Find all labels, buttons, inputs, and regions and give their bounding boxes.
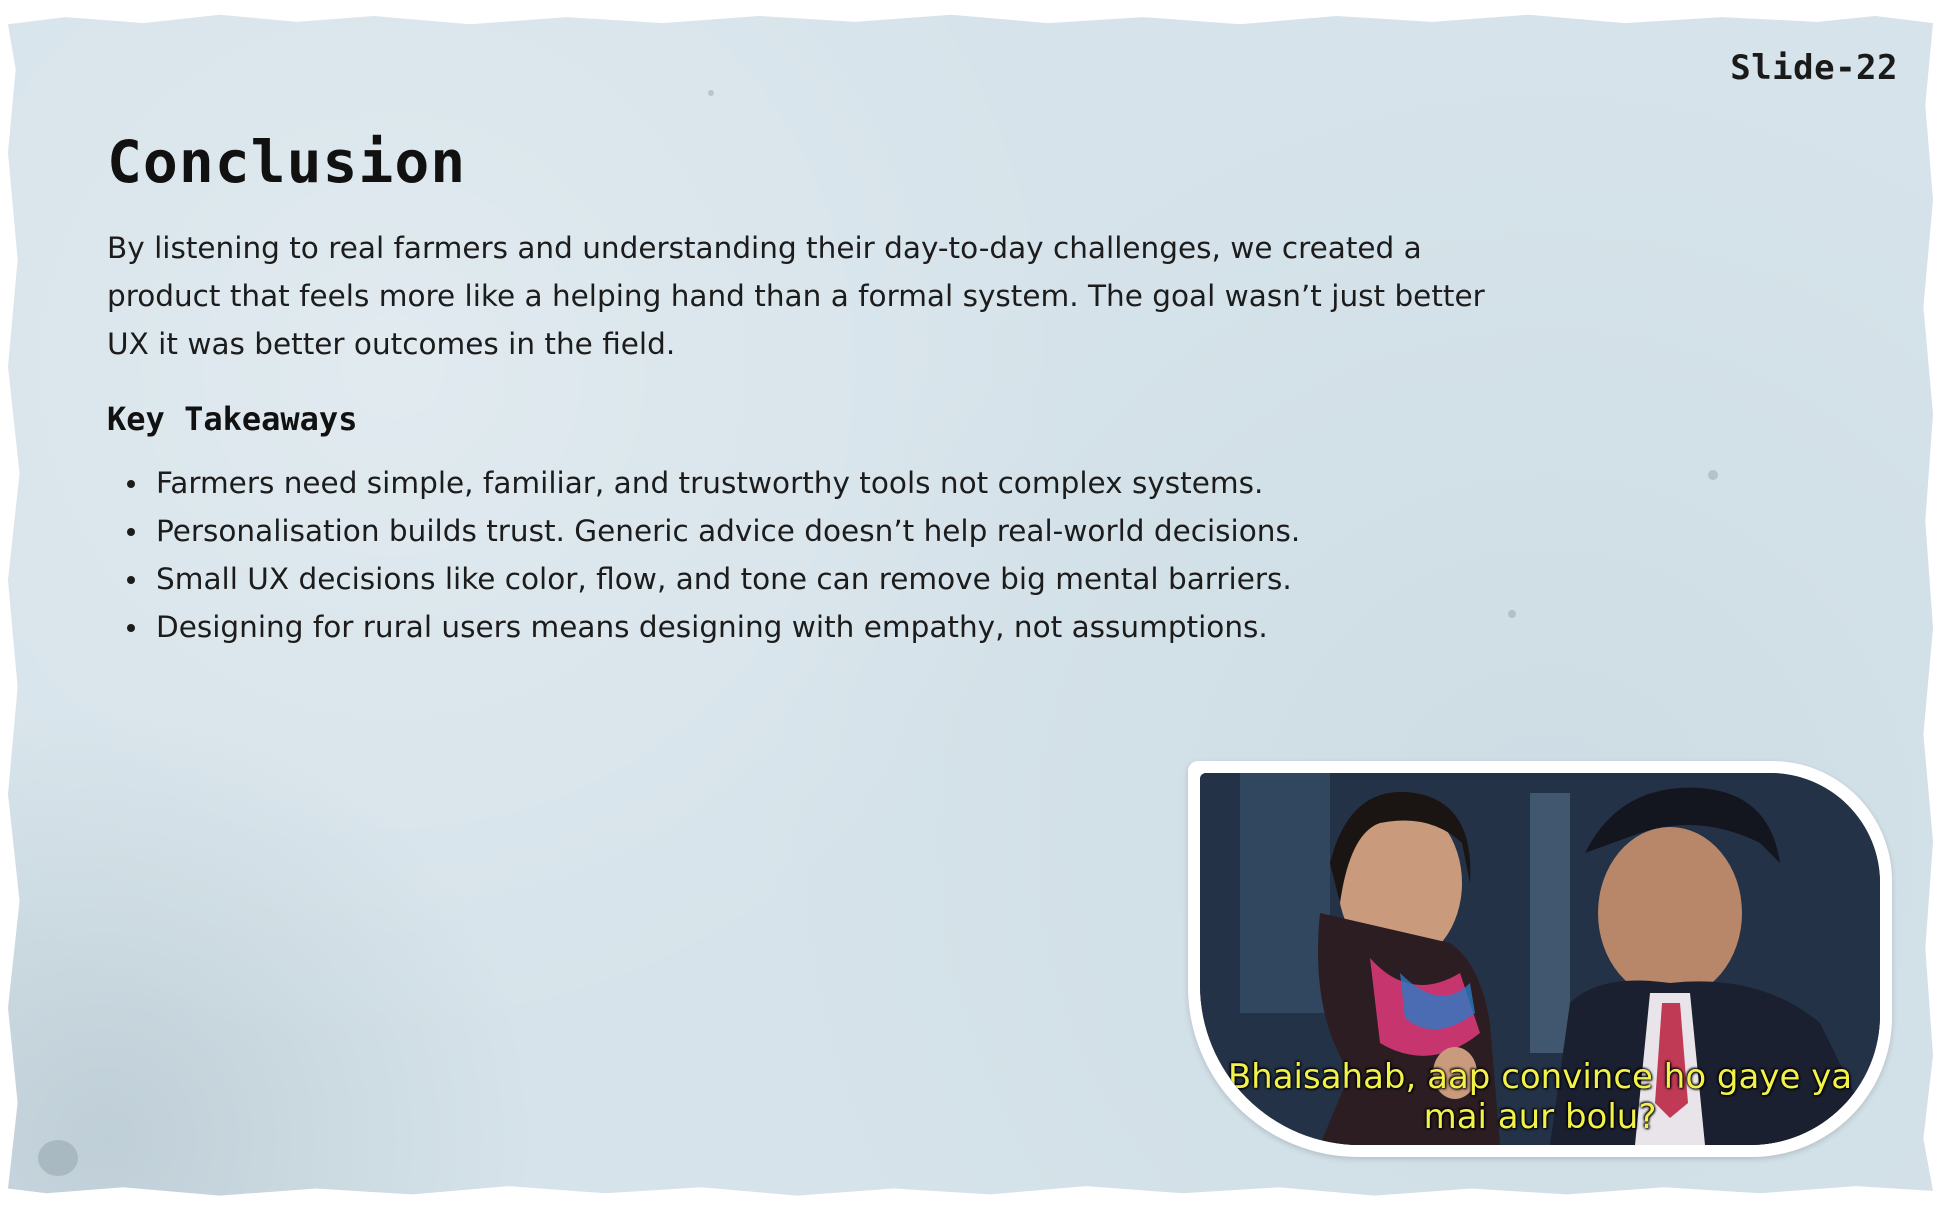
- takeaway-item: Personalisation builds trust. Generic advice doesn’t help real-world decisions.: [107, 507, 1300, 555]
- meme-image: [1200, 773, 1880, 1145]
- meme-caption-line: Bhaisahab, aap convince ho gaye ya: [1227, 1057, 1853, 1097]
- intro-paragraph: By listening to real farmers and understanding their day-to-day challenges, we created a product that feels more like a helping hand than a formal system. The goal wasn’t just better UX it was better outcomes in the field.: [107, 231, 1485, 361]
- slide-number: Slide-22: [1730, 48, 1898, 88]
- takeaway-item: Farmers need simple, familiar, and trustworthy tools not complex systems.: [107, 459, 1300, 507]
- takeaways-heading: Key Takeaways: [107, 400, 358, 438]
- paper-stain: [38, 1140, 78, 1176]
- meme-image-frame: [1188, 761, 1892, 1157]
- page-title: Conclusion: [107, 128, 467, 196]
- meme-caption-line: mai aur bolu?: [1423, 1097, 1657, 1137]
- meme-caption: [1200, 1057, 1880, 1137]
- takeaway-item: Small UX decisions like color, flow, and tone can remove big mental barriers.: [107, 555, 1300, 603]
- paper-speck: [1508, 610, 1516, 618]
- paper-speck: [708, 90, 714, 96]
- paper-speck: [1708, 470, 1718, 480]
- takeaways-list: [107, 459, 1300, 651]
- takeaway-item: Designing for rural users means designing with empathy, not assumptions.: [107, 603, 1300, 651]
